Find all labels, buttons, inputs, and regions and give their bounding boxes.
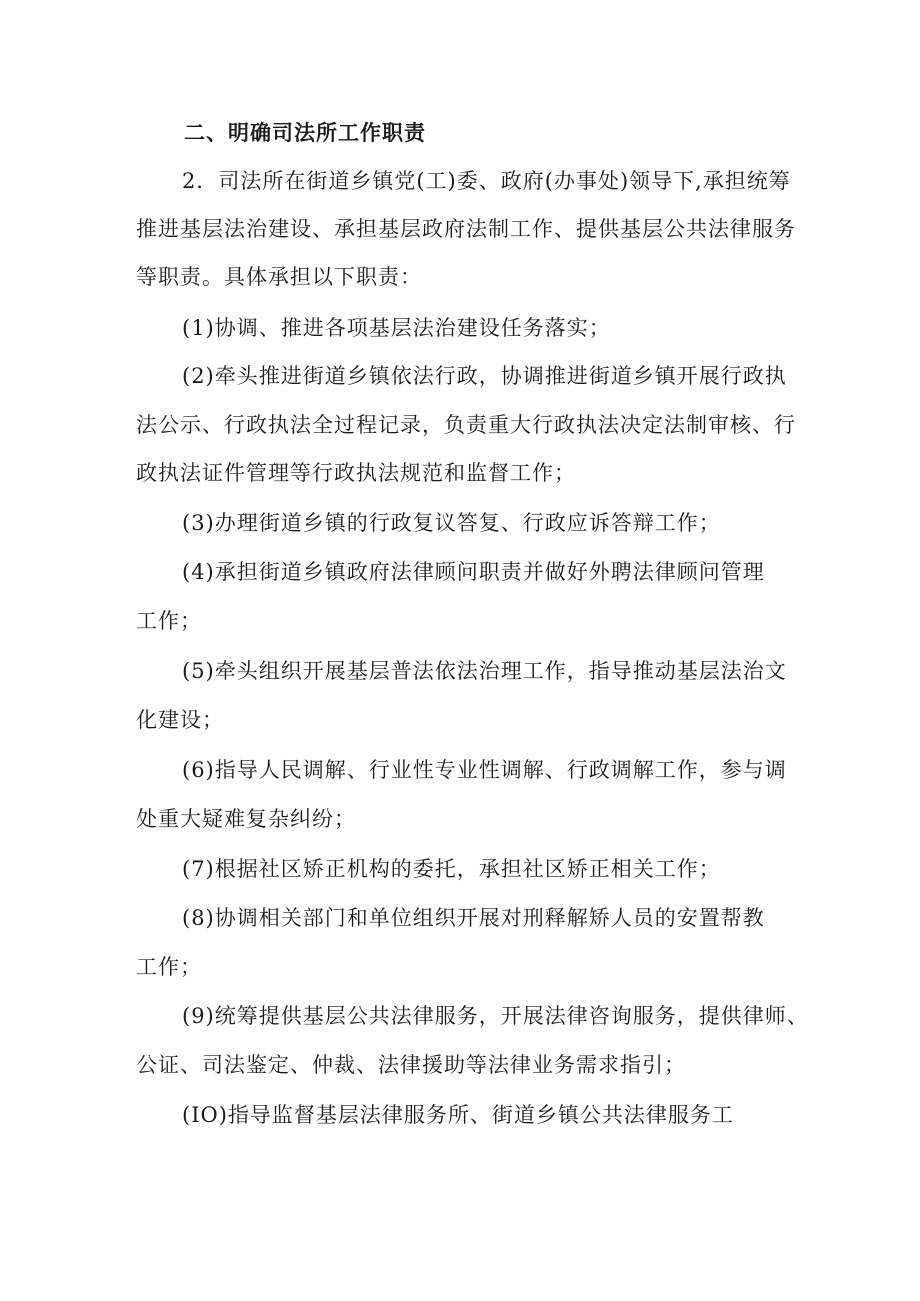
item-5-line-2: 化建设； xyxy=(136,708,224,732)
item-4-line-1: (4)承担街道乡镇政府法律顾问职责并做好外聘法律顾问管理 xyxy=(182,560,765,584)
intro-line-1: 2．司法所在街道乡镇党(工)委、政府(办事处)领导下,承担统筹 xyxy=(182,169,791,193)
item-2-line-1: (2)牵头推进街道乡镇依法行政，协调推进街道乡镇开展行政执 xyxy=(182,364,787,388)
item-6-line-1: (6)指导人民调解、行业性专业性调解、行政调解工作，参与调 xyxy=(182,758,787,782)
item-1-line-1: (1)协调、推进各项基层法治建设任务落实； xyxy=(182,316,611,340)
item-3-line-1: (3)办理街道乡镇的行政复议答复、行政应诉答辩工作； xyxy=(182,511,721,535)
item-8-line-1: (8)协调相关部门和单位组织开展对刑释解矫人员的安置帮教 xyxy=(182,906,765,930)
item-2-line-3: 政执法证件管理等行政执法规范和监督工作； xyxy=(136,461,576,485)
item-2-line-2: 法公示、行政执法全过程记录，负责重大行政执法决定法制审核、行 xyxy=(136,413,796,437)
intro-line-2: 推进基层法治建设、承担基层政府法制工作、提供基层公共法律服务 xyxy=(136,217,796,241)
item-5-line-1: (5)牵头组织开展基层普法依法治理工作，指导推动基层法治文 xyxy=(182,659,787,683)
item-9-line-2: 公证、司法鉴定、仲裁、法律援助等法律业务需求指引； xyxy=(136,1053,686,1077)
item-10-line-1: (IO)指导监督基层法律服务所、街道乡镇公共法律服务工 xyxy=(182,1103,734,1127)
intro-line-3: 等职责。具体承担以下职责： xyxy=(136,265,422,289)
item-4-line-2: 工作； xyxy=(136,609,202,633)
section-heading: 二、明确司法所工作职责 xyxy=(184,121,426,145)
item-6-line-2: 处重大疑难复杂纠纷； xyxy=(136,807,356,831)
item-9-line-1: (9)统筹提供基层公共法律服务，开展法律咨询服务，提供律师、 xyxy=(182,1004,809,1028)
item-8-line-2: 工作； xyxy=(136,955,202,979)
item-7-line-1: (7)根据社区矫正机构的委托，承担社区矫正相关工作； xyxy=(182,857,721,881)
